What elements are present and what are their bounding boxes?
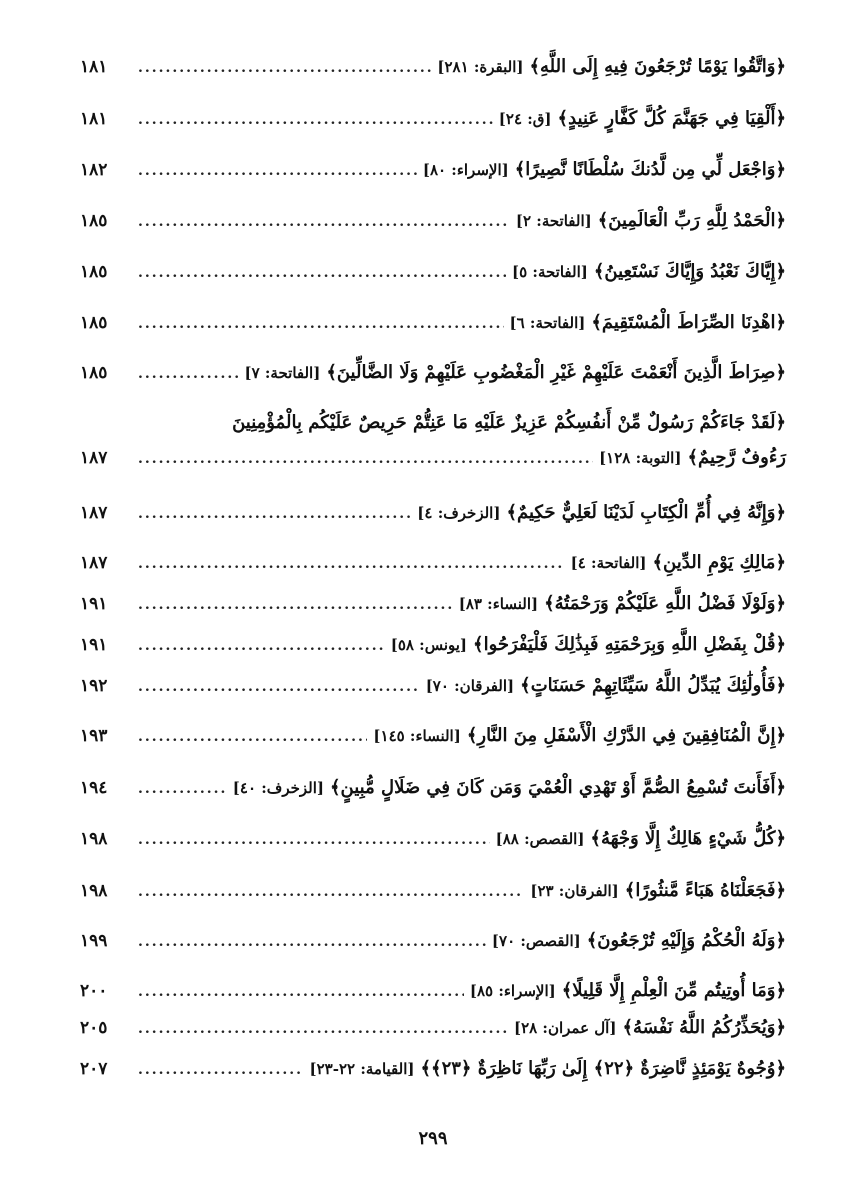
page-number: ١٨٥ (80, 262, 108, 282)
page-number: ١٩٤ (80, 778, 108, 798)
verse-text: ﴿فَجَعَلْنَاهُ هَبَاءً مَّنثُورًا﴾ (624, 880, 786, 901)
page-number: ١٩١ (80, 635, 108, 655)
page-number: ١٨١ (80, 109, 108, 129)
verse-text: ﴿وَيُحَذِّرُكُمُ اللَّهُ نَفْسَهُ﴾ (622, 1017, 786, 1038)
page-number: ١٨٢ (80, 160, 108, 180)
verse-text: ﴿وَاتَّقُوا يَوْمًا تُرْجَعُونَ فِيهِ إِلَى اللَّهِ﴾ (529, 56, 786, 77)
page-number: ١٩١ (80, 594, 108, 614)
index-entry (80, 634, 786, 655)
page-footer-number: ٢٩٩ (418, 1128, 448, 1149)
surah-reference: [يونس: ٥٨] (390, 636, 468, 654)
index-entry (80, 593, 786, 614)
page-number: ٢٠٥ (80, 1018, 108, 1038)
page-number: ٢٠٧ (80, 1059, 108, 1079)
surah-reference: [الإسراء: ٨٠] (422, 161, 509, 179)
surah-reference: [البقرة: ٢٨١] (437, 58, 524, 76)
surah-reference: [النساء: ١٤٥] (373, 727, 461, 745)
page-number: ١٩٩ (80, 931, 108, 951)
surah-reference: [آل عمران: ٢٨] (513, 1019, 617, 1037)
surah-reference: [الفاتحة: ٤] (570, 554, 647, 572)
verse-text: ﴿وَمَا أُوتِيتُم مِّنَ الْعِلْمِ إِلَّا قَلِيلًا﴾ (561, 980, 786, 1001)
page-number: ١٨٧ (80, 553, 108, 573)
index-entry (80, 159, 786, 180)
verse-text: ﴿وُجُوهٌ يَوْمَئِذٍ نَّاضِرَةٌ ﴿٢٢﴾ إِلَىٰ رَبِّهَا نَاظِرَةٌ ﴿٢٣﴾﴾ (420, 1058, 786, 1079)
surah-reference: [الفرقان: ٧٠] (425, 677, 515, 695)
verse-text: ﴿إِيَّاكَ نَعْبُدُ وَإِيَّاكَ نَسْتَعِينُ﴾ (593, 261, 786, 282)
verse-text: ﴿وَاجْعَل لِّي مِن لَّدُنكَ سُلْطَانًا نَّصِيرًا﴾ (514, 159, 786, 180)
index-entry (80, 1058, 786, 1079)
verse-text: ﴿كُلُّ شَيْءٍ هَالِكٌ إِلَّا وَجْهَهُ﴾ (590, 828, 786, 849)
index-entry (80, 725, 786, 746)
index-entry (80, 210, 786, 231)
verse-index (80, 40, 786, 1140)
index-entry (80, 930, 786, 951)
page-number: ١٨٥ (80, 313, 108, 333)
page-number: ١٩٨ (80, 881, 108, 901)
verse-text: ﴿وَلَوْلَا فَضْلُ اللَّهِ عَلَيْكُمْ وَرَحْمَتُهُ﴾ (544, 593, 786, 614)
verse-text: ﴿قُلْ بِفَضْلِ اللَّهِ وَبِرَحْمَتِهِ فَبِذَٰلِكَ فَلْيَفْرَحُوا﴾ (473, 634, 786, 655)
surah-reference: [الفاتحة: ٧] (244, 364, 321, 382)
verse-text: ﴿وَلَهُ الْحُكْمُ وَإِلَيْهِ تُرْجَعُونَ﴾ (586, 930, 786, 951)
index-entry (80, 880, 786, 901)
page-number: ١٩٣ (80, 726, 108, 746)
page-number: ١٨٧ (80, 503, 108, 523)
page-number: ١٨١ (80, 57, 108, 77)
index-entry (80, 777, 786, 798)
index-entry (80, 1017, 786, 1038)
surah-reference: [الزخرف: ٤٠] (232, 779, 324, 797)
verse-text: ﴿إِنَّ الْمُنَافِقِينَ فِي الدَّرْكِ الْأَسْفَلِ مِنَ النَّارِ﴾ (466, 725, 786, 746)
index-entry (80, 980, 786, 1001)
surah-reference: [القصص: ٧٠] (491, 932, 581, 950)
surah-reference: [القيامة: ٢٢-٢٣] (309, 1060, 415, 1078)
index-entry (80, 56, 786, 77)
index-entry-multiline (80, 412, 786, 468)
surah-reference: [القصص: ٨٨] (495, 830, 585, 848)
index-entry (80, 362, 786, 383)
page-number: ١٨٥ (80, 363, 108, 383)
surah-reference: [التوبة: ١٢٨] (599, 449, 682, 467)
index-entry (80, 108, 786, 129)
verse-text: ﴿اهْدِنَا الصِّرَاطَ الْمُسْتَقِيمَ﴾ (591, 312, 786, 333)
verse-text: رَءُوفٌ رَّحِيمٌ﴾ (687, 447, 786, 468)
index-entry (80, 261, 786, 282)
surah-reference: [الفرقان: ٢٣] (530, 882, 619, 900)
surah-reference: [الفاتحة: ٦] (509, 314, 586, 332)
surah-reference: [الفاتحة: ٥] (512, 263, 588, 281)
page-number: ١٨٧ (80, 448, 108, 468)
index-entry (80, 828, 786, 849)
verse-text: ﴿الْحَمْدُ لِلَّهِ رَبِّ الْعَالَمِينَ﴾ (597, 210, 786, 231)
verse-text-line1: ﴿لَقَدْ جَاءَكُمْ رَسُولٌ مِّنْ أَنفُسِكُمْ عَزِيزٌ عَلَيْهِ مَا عَنِتُّمْ حَرِيصٌ عَلَيْكُم بِالْمُؤْمِنِينَ (232, 412, 786, 433)
page-number: ١٩٨ (80, 829, 108, 849)
verse-text: ﴿صِرَاطَ الَّذِينَ أَنْعَمْتَ عَلَيْهِمْ غَيْرِ الْمَغْضُوبِ عَلَيْهِمْ وَلَا الضَّالِّينَ﴾ (326, 362, 786, 383)
index-entry (80, 675, 786, 696)
verse-text: ﴿وَإِنَّهُ فِي أُمِّ الْكِتَابِ لَدَيْنَا لَعَلِيٌّ حَكِيمٌ﴾ (506, 502, 786, 523)
index-entry (80, 312, 786, 333)
surah-reference: [الفاتحة: ٢] (515, 212, 592, 230)
page-number: ٢٠٠ (80, 981, 108, 1001)
verse-text: ﴿أَلْقِيَا فِي جَهَنَّمَ كُلَّ كَفَّارٍ عَنِيدٍ﴾ (557, 108, 786, 129)
surah-reference: [ق: ٢٤] (498, 110, 552, 128)
surah-reference: [الزخرف: ٤] (417, 504, 501, 522)
surah-reference: [النساء: ٨٣] (458, 595, 539, 613)
verse-text: ﴿أَفَأَنتَ تُسْمِعُ الصُّمَّ أَوْ تَهْدِي الْعُمْيَ وَمَن كَانَ فِي ضَلَالٍ مُّبِينٍ﴾ (329, 777, 786, 798)
verse-text: ﴿فَأُولَٰئِكَ يُبَدِّلُ اللَّهُ سَيِّئَاتِهِمْ حَسَنَاتٍ﴾ (520, 675, 786, 696)
page-number: ١٨٥ (80, 211, 108, 231)
index-entry (80, 552, 786, 573)
index-entry (80, 502, 786, 523)
verse-text: ﴿مَالِكِ يَوْمِ الدِّينِ﴾ (652, 552, 786, 573)
page-number: ١٩٢ (80, 676, 108, 696)
surah-reference: [الإسراء: ٨٥] (469, 982, 556, 1000)
